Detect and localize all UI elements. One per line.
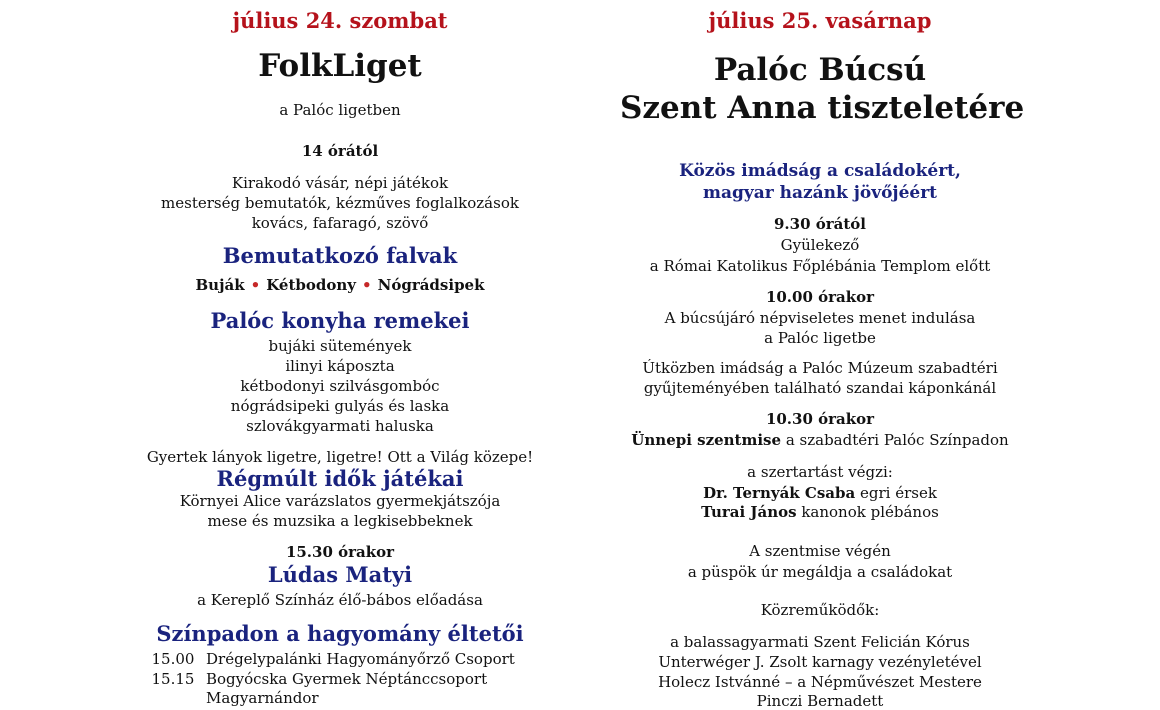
villages-list [140, 276, 540, 294]
procession-destination: a Palóc ligetbe [764, 329, 876, 347]
stop-line: gyűjteményében található szandai káponkánál [643, 379, 997, 397]
prayer-line: Közös imádság a családokért, [679, 161, 961, 181]
kitchen-item: kétbodonyi szilvásgombóc [240, 377, 440, 395]
time-1030: 10.30 órakor [765, 410, 875, 428]
kitchen-heading: Palóc konyha remekei [210, 308, 470, 333]
invite-line: Gyertek lányok ligetre, ligetre! Ott a Világ közepe! [146, 448, 534, 466]
bullet-separator: • [362, 276, 372, 294]
show-title: Lúdas Matyi [267, 562, 413, 587]
paloc-bucsu-title: Palóc Búcsú [713, 52, 927, 88]
activity-line: mesterség bemutatók, kézműves foglalkozások [161, 194, 519, 212]
schedule-name: Bogyócska Gyermek Néptánccsoport [206, 670, 488, 688]
sunday-date: július 25. vasárnap [708, 8, 932, 33]
procession-line: A búcsújáró népviseletes menet indulása [664, 309, 976, 327]
schedule-time: 15.15 [151, 670, 195, 688]
celebrant-intro: a szertartást végzi: [747, 463, 893, 481]
celebrant-role: egri érsek [855, 484, 937, 502]
blessing-line: a püspök úr megáldja a családokat [687, 563, 953, 581]
schedule-row [140, 650, 515, 668]
time-930: 9.30 órától [773, 215, 866, 233]
paloc-bucsu-subtitle: Szent Anna tiszteletére [620, 90, 1025, 126]
contributor-line: a balassagyarmati Szent Felicián Kórus [670, 633, 970, 651]
show-description: a Kereplő Színház élő-bábos előadása [197, 591, 483, 609]
mass-title: Ünnepi szentmise [631, 431, 782, 449]
start-time: 14 órától [301, 142, 379, 160]
schedule-name: Magyarnándor [206, 689, 319, 707]
kitchen-item: szlovákgyarmati haluska [246, 417, 434, 435]
schedule-name: Drégelypalánki Hagyományőrző Csoport [206, 650, 515, 668]
prayer-line: magyar hazánk jövőjéért [702, 183, 938, 203]
village-name: Kétbodony [266, 276, 357, 294]
games-line: Környei Alice varázslatos gyermekjátszója [179, 492, 501, 510]
kitchen-item: bujáki sütemények [268, 337, 412, 355]
celebrant-name: Turai János [701, 503, 797, 521]
villages-heading: Bemutatkozó falvak [222, 243, 458, 268]
activity-line: kovács, fafaragó, szövő [251, 214, 429, 232]
schedule-row [140, 689, 319, 707]
schedule-time: 15.00 [151, 650, 195, 668]
gather-place: a Római Katolikus Főplébánia Templom előtt [649, 257, 991, 275]
village-name: Nógrádsipek [377, 276, 485, 294]
stage-heading: Színpadon a hagyomány éltetői [156, 621, 524, 646]
schedule-row [140, 670, 487, 688]
mass-place: a szabadtéri Palóc Színpadon [781, 431, 1009, 449]
bullet-separator: • [250, 276, 261, 294]
games-heading: Régmúlt idők játékai [216, 466, 464, 491]
contributor-line: Unterwéger J. Zsolt karnagy vezényletével [658, 653, 982, 671]
kitchen-item: ilinyi káposzta [285, 357, 395, 375]
folkliget-location: a Palóc ligetben [279, 101, 401, 119]
contributor-line: Pinczi Bernadett [756, 692, 884, 710]
kitchen-item: nógrádsipeki gulyás és laska [230, 397, 450, 415]
contributors-heading: Közreműködők: [760, 601, 880, 619]
gather-label: Gyülekező [780, 236, 860, 254]
celebrant-line [620, 503, 1020, 521]
stop-line: Útközben imádság a Palóc Múzeum szabadtéri [642, 359, 998, 377]
activity-line: Kirakodó vásár, népi játékok [231, 174, 449, 192]
mass-line [620, 431, 1020, 449]
time-1000: 10.00 órakor [765, 288, 875, 306]
games-line: mese és muzsika a legkisebbeknek [207, 512, 473, 530]
celebrant-name: Dr. Ternyák Csaba [703, 484, 856, 502]
saturday-date: július 24. szombat [232, 8, 448, 33]
contributor-line: Holecz Istvánné – a Népművészet Mestere [658, 673, 982, 691]
show-time: 15.30 órakor [285, 543, 395, 561]
blessing-line: A szentmise végén [749, 542, 891, 560]
celebrant-line [620, 484, 1020, 502]
celebrant-role: kanonok plébános [796, 503, 939, 521]
folkliget-title: FolkLiget [258, 48, 422, 84]
village-name: Buják [195, 276, 245, 294]
